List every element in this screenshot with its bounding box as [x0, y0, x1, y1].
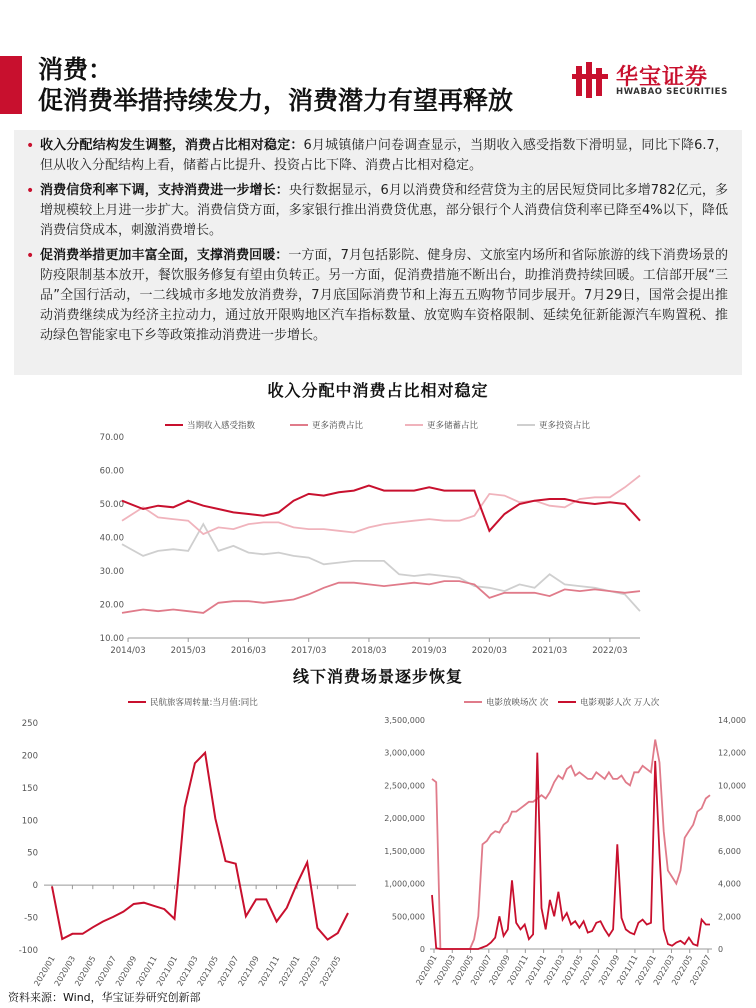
y-left-tick-label: 3,500,000 — [384, 716, 425, 725]
y-tick-label: -50 — [24, 913, 38, 924]
y-tick-label: 200 — [21, 751, 38, 762]
company-logo — [572, 60, 744, 100]
x-tick-label: 2020/03 — [432, 953, 457, 987]
y-left-tick-label: 1,500,000 — [384, 846, 425, 856]
bullet-icon: • — [26, 183, 35, 199]
y-right-tick-label: 8,000 — [718, 814, 741, 824]
y-tick-label: 10.00 — [99, 634, 124, 644]
x-tick-label: 2022/07 — [688, 953, 713, 987]
summary-item-income — [24, 136, 728, 176]
summary-item-measures — [24, 246, 728, 346]
y-left-tick-label: 2,500,000 — [384, 781, 425, 791]
section-title-offline-charts: 线下消费场景逐步恢复 — [292, 667, 463, 686]
legend-label: 更多储蓄占比 — [427, 421, 479, 431]
x-tick-label: 2015/03 — [170, 646, 206, 656]
legend-label: 民航旅客周转量:当月值:同比 — [150, 698, 258, 708]
y-tick-label: 50 — [27, 848, 38, 859]
x-tick-label: 2022/03 — [592, 646, 628, 656]
y-tick-label: 150 — [21, 783, 38, 794]
x-tick-label: 2021/03 — [175, 954, 200, 988]
x-tick-label: 2022/05 — [670, 953, 695, 987]
y-tick-label: 40.00 — [99, 533, 124, 544]
page-title-line2: 促消费举措持续发力，消费潜力有望再释放 — [38, 86, 514, 115]
summary-box — [14, 130, 742, 375]
summary-item-bold: 促消费举措更加丰富全面，支撑消费回暖： — [40, 248, 289, 263]
x-tick-label: 2018/03 — [351, 646, 387, 656]
x-tick-label: 2021/03 — [531, 646, 568, 656]
summary-item-credit — [24, 181, 728, 241]
x-tick-label: 2021/05 — [195, 954, 221, 988]
x-tick-label: 2022/03 — [297, 954, 323, 988]
series-line — [122, 581, 640, 613]
x-tick-label: 2019/03 — [411, 646, 447, 656]
page-title — [38, 54, 513, 116]
page-title-line1: 消费： — [38, 55, 114, 84]
logo-text-cn: 华宝证券 — [616, 65, 709, 90]
x-tick-label: 2020/07 — [469, 953, 494, 987]
x-tick-label: 2020/11 — [134, 954, 159, 988]
x-tick-label: 2021/03 — [542, 953, 567, 987]
legend-label: 电影放映场次 次 — [486, 698, 549, 708]
x-tick-label: 2022/03 — [651, 953, 677, 987]
y-tick-label: 30.00 — [99, 567, 124, 577]
x-tick-label: 2021/09 — [236, 954, 261, 988]
movie-chart — [378, 688, 754, 988]
y-left-tick-label: 2,000,000 — [384, 814, 425, 824]
legend-label: 当期收入感受指数 — [187, 421, 256, 431]
bullet-icon: • — [26, 138, 35, 154]
x-tick-label: 2021/11 — [615, 953, 640, 987]
x-tick-label: 2021/01 — [523, 953, 549, 987]
y-right-tick-label: 12,000 — [718, 748, 746, 758]
air-passenger-chart — [0, 688, 370, 988]
x-tick-label: 2022/05 — [318, 954, 343, 988]
y-tick-label: 70.00 — [99, 433, 124, 443]
x-tick-label: 2021/09 — [596, 953, 622, 987]
source-note: 资料来源：Wind，华宝证券研究创新部 — [8, 991, 201, 1004]
x-tick-label: 2022/01 — [633, 953, 658, 987]
x-tick-label: 2021/11 — [256, 954, 282, 988]
y-right-tick-label: 0 — [718, 945, 724, 954]
y-right-tick-label: 2,000 — [718, 912, 741, 922]
summary-item-bold: 消费信贷利率下调，支持消费进一步增长： — [40, 183, 289, 198]
y-right-tick-label: 14,000 — [718, 716, 746, 725]
x-tick-label: 2022/01 — [277, 954, 302, 988]
x-tick-label: 2017/03 — [291, 646, 327, 656]
y-tick-label: 20.00 — [99, 600, 124, 611]
x-tick-label: 2021/07 — [216, 954, 241, 988]
y-tick-label: 100 — [21, 816, 38, 827]
logo-text-en: HWABAO SECURITIES — [616, 87, 728, 97]
series-line — [432, 740, 710, 949]
y-right-tick-label: 10,000 — [718, 781, 746, 791]
summary-item-bold: 收入分配结构发生调整，消费占比相对稳定： — [40, 138, 304, 153]
x-tick-label: 2020/07 — [93, 954, 118, 988]
x-tick-label: 2020/05 — [450, 953, 476, 987]
title-accent-bar — [0, 56, 22, 114]
y-left-tick-label: 3,000,000 — [384, 748, 425, 758]
y-tick-label: 0 — [32, 881, 38, 892]
y-right-tick-label: 4,000 — [718, 879, 741, 889]
x-tick-label: 2016/03 — [230, 646, 267, 656]
bullet-icon: • — [26, 248, 35, 264]
x-tick-label: 2021/01 — [154, 954, 180, 988]
legend-label: 更多消费占比 — [312, 421, 364, 431]
summary-item-text: 6月城镇储户问卷调查显示，当期收入感受指数下滑明显，同比下降6.7，但从收入分配结构上看，储蓄占比提升、投资占比下降、消费占比相对稳定。 — [40, 138, 728, 173]
x-tick-label: 2020/05 — [73, 954, 98, 988]
logo-mark-icon — [572, 60, 612, 100]
x-tick-label: 2020/01 — [414, 953, 439, 987]
summary-item-text: 央行数据显示，6月以消费贷和经营贷为主的居民短贷同比多增782亿元，多增规模较上月进一步扩大。消费信贷方面，多家银行推出消费贷优惠，部分银行个人消费信贷利率已降至4%以下，降低消费信贷成本，刺激消费增长。 — [40, 183, 728, 238]
y-tick-label: 50.00 — [99, 500, 124, 510]
section-title-income-chart: 收入分配中消费占比相对稳定 — [267, 381, 489, 400]
y-right-tick-label: 6,000 — [718, 846, 741, 856]
x-tick-label: 2021/05 — [560, 953, 585, 987]
y-tick-label: 250 — [21, 719, 38, 729]
y-tick-label: -100 — [18, 946, 38, 956]
x-tick-label: 2020/11 — [505, 953, 531, 987]
x-tick-label: 2020/03 — [52, 954, 78, 988]
income-distribution-chart — [0, 405, 756, 667]
y-tick-label: 60.00 — [99, 466, 124, 477]
x-tick-label: 2020/01 — [32, 954, 57, 988]
legend-label: 电影观影人次 万人次 — [580, 698, 660, 708]
series-line — [122, 524, 640, 611]
legend-label: 更多投资占比 — [539, 421, 591, 431]
x-tick-label: 2020/03 — [471, 646, 508, 656]
y-left-tick-label: 1,000,000 — [384, 879, 425, 889]
x-tick-label: 2020/09 — [113, 954, 139, 988]
summary-item-text: 一方面，7月包括影院、健身房、文旅室内场所和省际旅游的线下消费场景的防疫限制基本放开，餐饮服务修复有望由负转正。另一方面，促消费措施不断出台，助推消费持续回暖。工信部开展“三品”全国行活动，一二线城市多地发放消费券，7月底国际消费节和上海五五购物节同步展开。7月29日，国常会提出推动消费继续成为经济主拉动力，通过放开限购地区汽车指标数量、放宽购车资格限制、延续免征新能源汽车购置税、推动绿色智能家电下乡等政策推动消费进一步增长。 — [40, 248, 728, 343]
x-tick-label: 2021/07 — [578, 953, 604, 987]
y-left-tick-label: 0 — [419, 945, 425, 954]
series-line — [52, 753, 348, 940]
y-left-tick-label: 500,000 — [391, 912, 425, 922]
x-tick-label: 2020/09 — [487, 953, 512, 987]
x-tick-label: 2014/03 — [110, 646, 146, 656]
series-line — [432, 753, 710, 949]
